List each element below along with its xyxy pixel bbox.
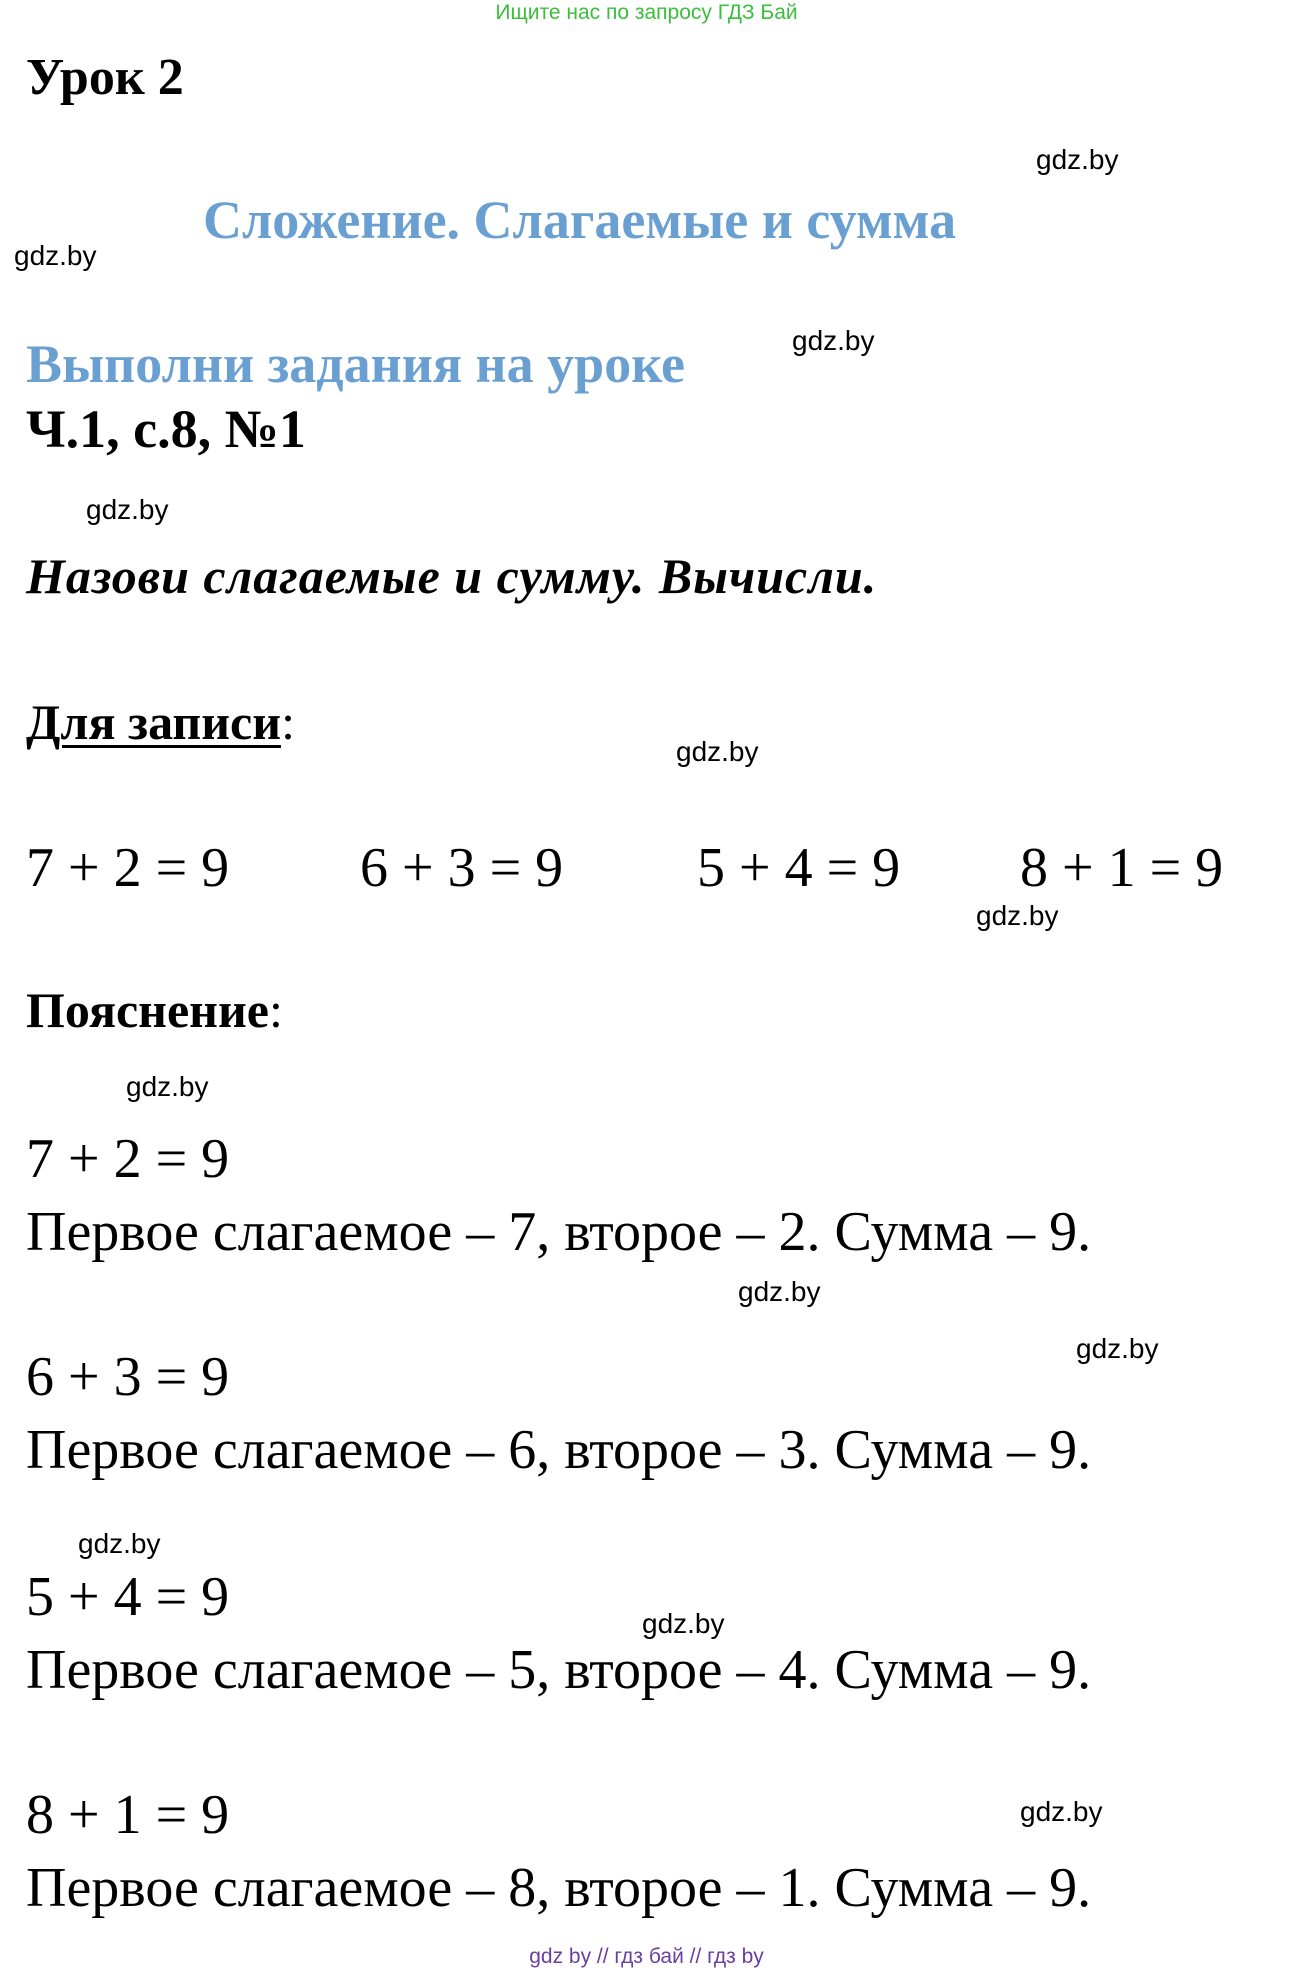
watermark: gdz.by [86,494,169,525]
search-banner: Ищите нас по запросу ГДЗ Бай [495,1,798,24]
lesson-title: Урок 2 [26,49,184,106]
record-equation: 7 + 2 = 9 [26,837,230,899]
topic-title: Сложение. Слагаемые и сумма [203,190,957,250]
record-heading [26,692,295,752]
explanation-equation: 8 + 1 = 9 [26,1784,230,1846]
record-equation: 6 + 3 = 9 [360,837,564,899]
watermark: gdz.by [126,1071,209,1102]
watermark: gdz.by [642,1608,725,1639]
record-heading-label: Для записи [26,694,282,750]
explanation-equation: 7 + 2 = 9 [26,1128,230,1190]
watermark: gdz.by [1036,144,1119,175]
explanation-text: Первое слагаемое – 7, второе – 2. Сумма – 9. [26,1201,1092,1263]
watermark: gdz.by [676,736,759,767]
watermark: gdz.by [738,1276,821,1307]
perform-heading: Выполни задания на уроке [26,334,685,394]
watermark: gdz.by [14,240,97,271]
explanation-equation: 5 + 4 = 9 [26,1566,230,1628]
explanation-text: Первое слагаемое – 6, второе – 3. Сумма – 9. [26,1419,1092,1481]
explanation-text: Первое слагаемое – 5, второе – 4. Сумма – 9. [26,1639,1092,1701]
exercise-reference: Ч.1, с.8, №1 [26,399,306,459]
watermark: gdz.by [792,325,875,356]
watermark: gdz.by [1020,1796,1103,1827]
explanation-equation: 6 + 3 = 9 [26,1346,230,1408]
explanation-text: Первое слагаемое – 8, второе – 1. Сумма – 9. [26,1857,1092,1919]
explanation-heading-label: Пояснение [26,982,269,1038]
colon: : [281,694,295,750]
record-equation: 5 + 4 = 9 [697,837,901,899]
watermark: gdz.by [976,900,1059,931]
watermark: gdz.by [78,1528,161,1559]
task-text: Назови слагаемые и сумму. Вычисли. [26,548,878,604]
record-equation: 8 + 1 = 9 [1020,837,1224,899]
explanation-heading [26,980,283,1040]
colon: : [269,982,283,1038]
footer-links: gdz by // гдз бай // гдз by [529,1945,764,1968]
watermark: gdz.by [1076,1333,1159,1364]
